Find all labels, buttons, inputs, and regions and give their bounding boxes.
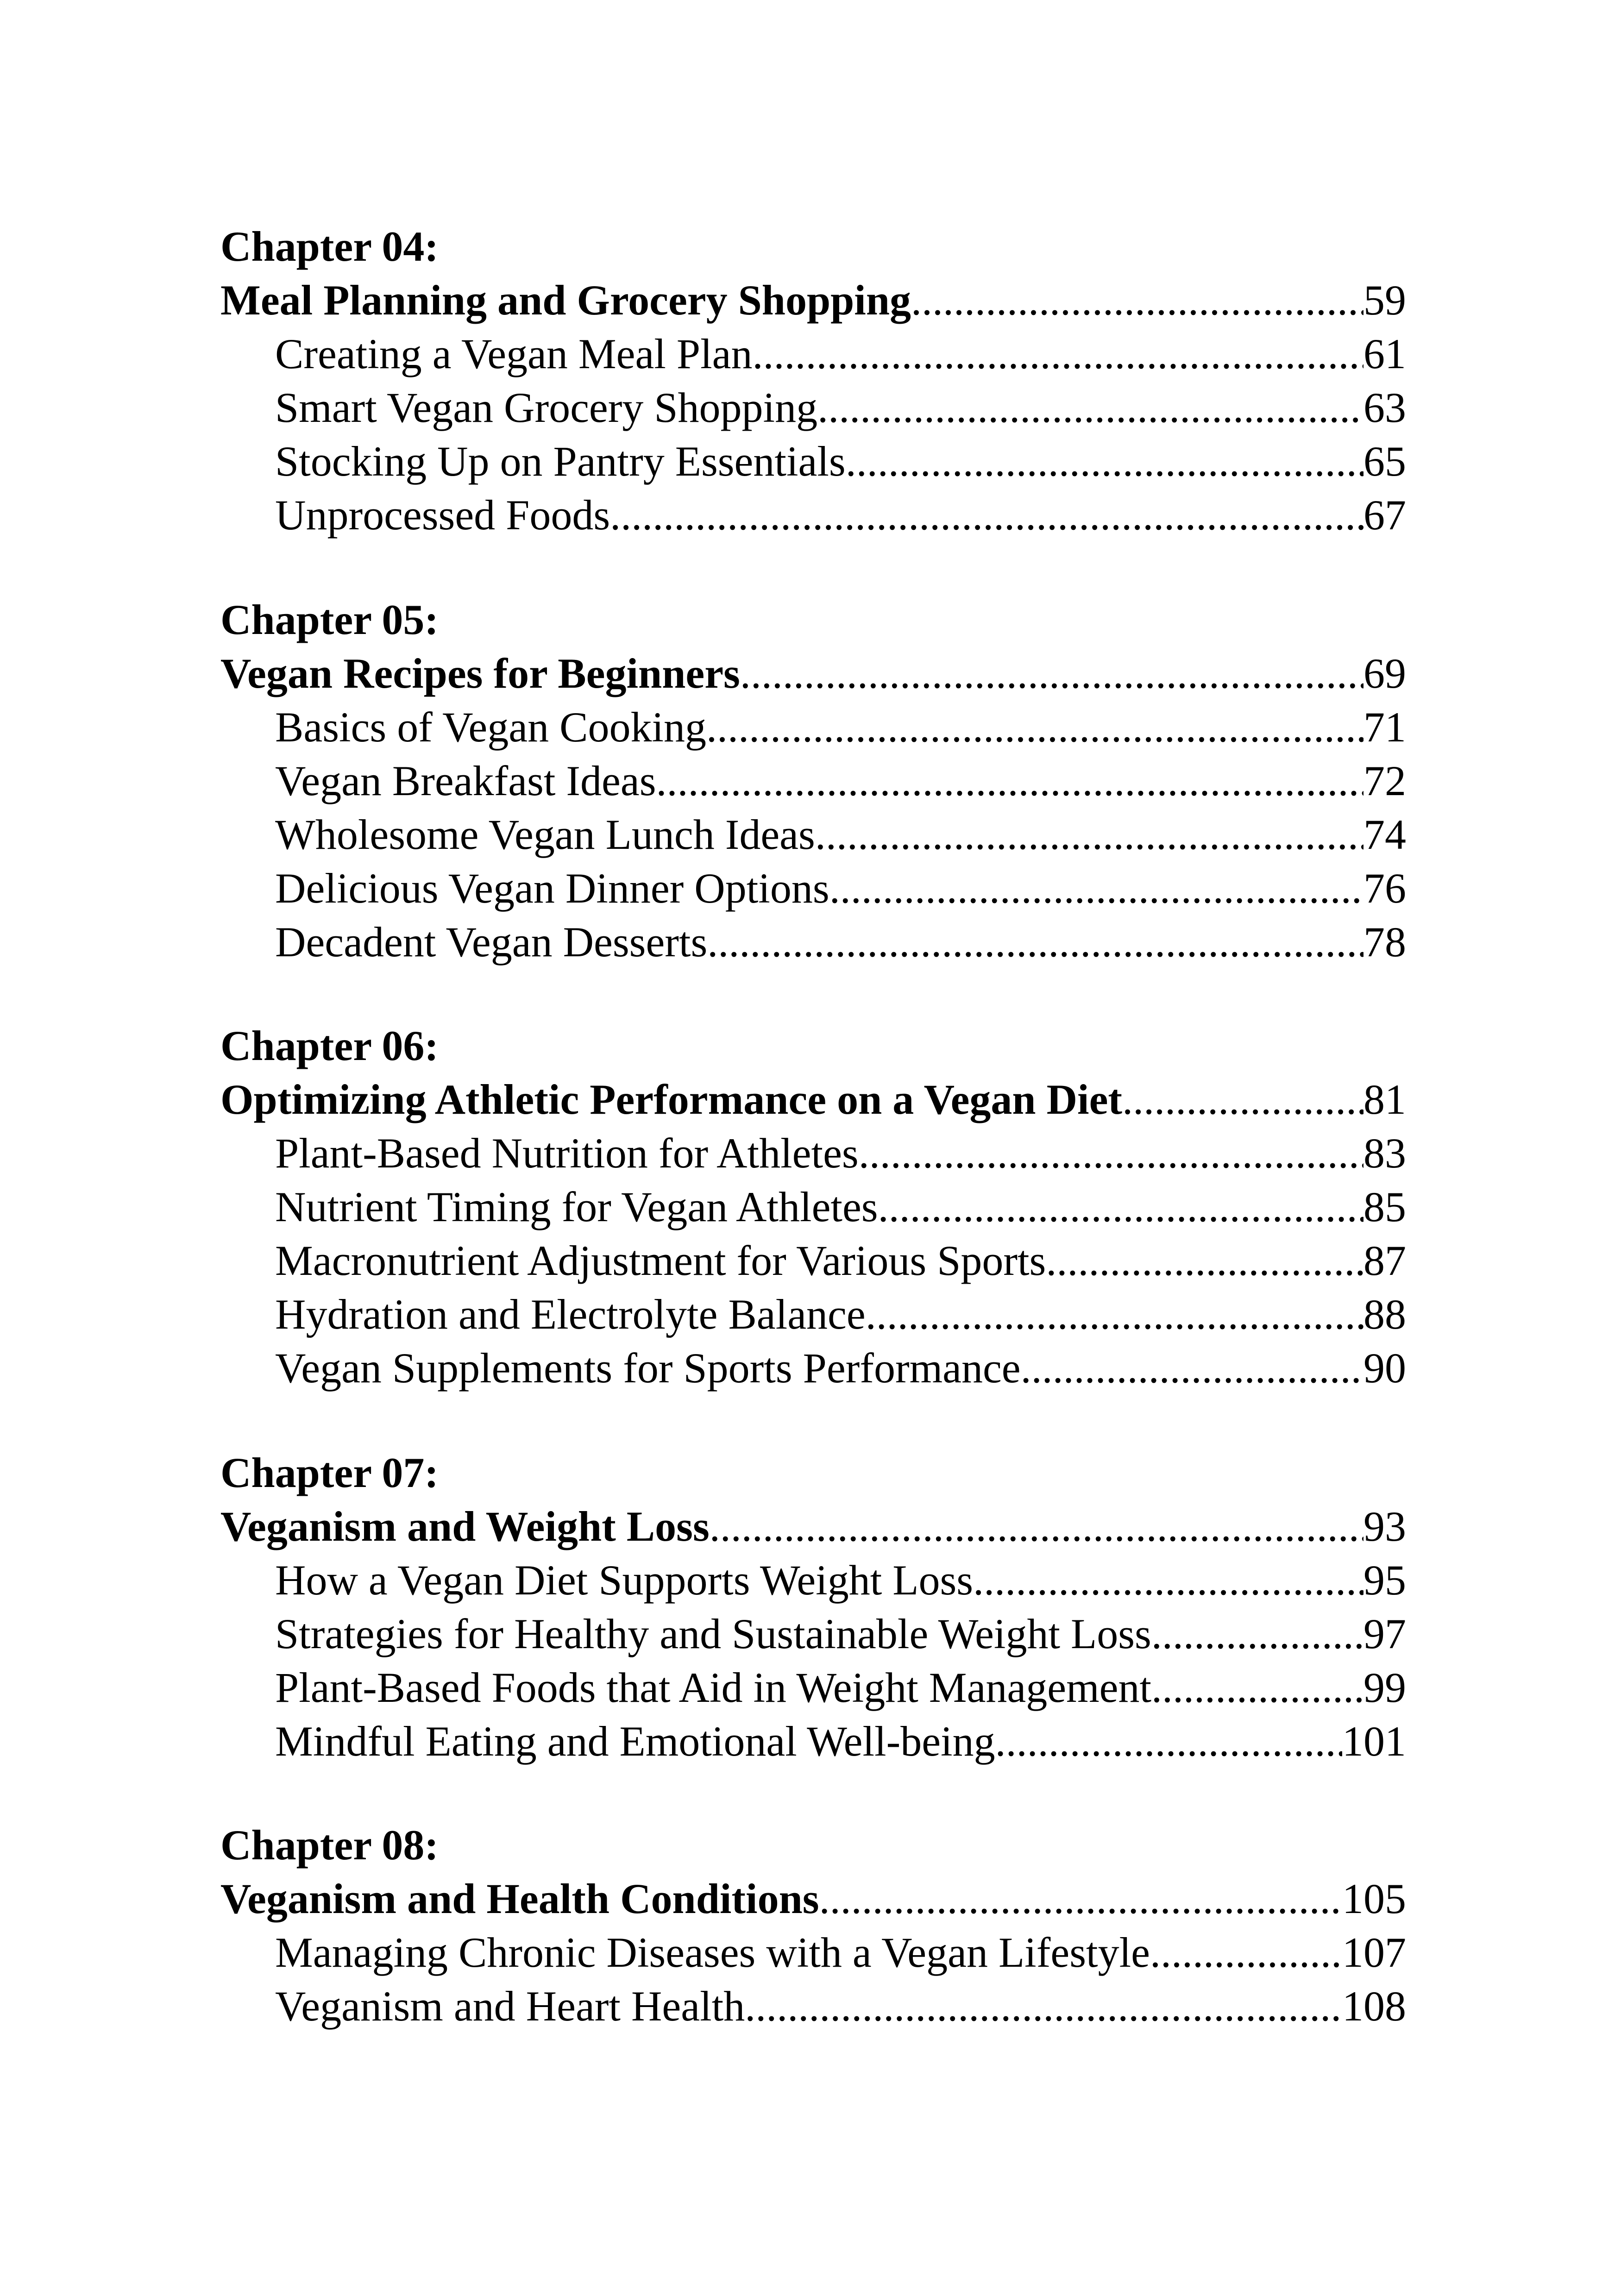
page-number: 65 xyxy=(1363,438,1406,485)
dot-leader xyxy=(710,1499,1363,1553)
section-title: Vegan Breakfast Ideas xyxy=(275,757,656,804)
chapter-label: Chapter 07: xyxy=(220,1449,439,1496)
page-number: 105 xyxy=(1342,1875,1406,1922)
section-title: Stocking Up on Pantry Essentials xyxy=(275,438,846,485)
section-entry[interactable] xyxy=(220,1287,1406,1341)
section-entry[interactable] xyxy=(220,915,1406,969)
dot-leader xyxy=(740,646,1363,700)
dot-leader xyxy=(1151,1661,1363,1714)
page-number: 85 xyxy=(1363,1183,1406,1230)
dot-leader xyxy=(817,381,1363,434)
section-entry[interactable] xyxy=(220,861,1406,915)
chapter-entry[interactable] xyxy=(220,646,1406,700)
page-number: 83 xyxy=(1363,1129,1406,1177)
section-entry[interactable] xyxy=(220,1607,1406,1661)
chapter-entry[interactable] xyxy=(220,1073,1406,1126)
page-number: 107 xyxy=(1342,1929,1406,1976)
section-title: Plant-Based Nutrition for Athletes xyxy=(275,1129,859,1177)
dot-leader xyxy=(1122,1073,1363,1126)
section-entry[interactable] xyxy=(220,1926,1406,1979)
section-title: Plant-Based Foods that Aid in Weight Management xyxy=(275,1664,1152,1711)
chapter-entry[interactable] xyxy=(220,273,1406,327)
dot-leader xyxy=(1150,1926,1342,1979)
section-title: Wholesome Vegan Lunch Ideas xyxy=(275,811,815,858)
chapter-title: Meal Planning and Grocery Shopping xyxy=(220,276,911,324)
dot-leader xyxy=(752,327,1363,381)
section-title: Strategies for Healthy and Sustainable Weight Loss xyxy=(275,1610,1151,1657)
dot-leader xyxy=(1046,1234,1363,1287)
section-entry[interactable] xyxy=(220,381,1406,434)
chapter-label: Chapter 05: xyxy=(220,596,439,643)
chapter-title: Vegan Recipes for Beginners xyxy=(220,650,740,697)
section-title: Unprocessed Foods xyxy=(275,491,610,539)
section-title: Veganism and Heart Health xyxy=(275,1982,745,2030)
page-number: 97 xyxy=(1363,1610,1406,1657)
page-number: 88 xyxy=(1363,1291,1406,1338)
dot-leader xyxy=(995,1714,1342,1768)
dot-leader xyxy=(859,1126,1363,1180)
section-entry[interactable] xyxy=(220,1553,1406,1607)
section-entry[interactable] xyxy=(220,327,1406,381)
section-entry[interactable] xyxy=(220,1126,1406,1180)
dot-leader xyxy=(656,754,1363,808)
dot-leader xyxy=(878,1180,1363,1234)
section-title: Creating a Vegan Meal Plan xyxy=(275,330,753,377)
chapter-title: Optimizing Athletic Performance on a Vegan Diet xyxy=(220,1076,1123,1123)
page-number: 72 xyxy=(1363,757,1406,804)
section-entry[interactable] xyxy=(220,700,1406,754)
section-entry[interactable] xyxy=(220,1341,1406,1395)
dot-leader xyxy=(866,1287,1363,1341)
page-number: 93 xyxy=(1363,1503,1406,1550)
page-number: 99 xyxy=(1363,1664,1406,1711)
dot-leader xyxy=(1151,1607,1363,1661)
chapter-title: Veganism and Health Conditions xyxy=(220,1875,819,1922)
section-title: How a Vegan Diet Supports Weight Loss xyxy=(275,1556,974,1604)
chapter-label: Chapter 06: xyxy=(220,1022,439,1069)
chapter-label: Chapter 04: xyxy=(220,223,439,270)
chapter-entry[interactable] xyxy=(220,1872,1406,1926)
dot-leader xyxy=(815,808,1363,861)
chapter-block xyxy=(220,1019,1406,1395)
section-entry[interactable] xyxy=(220,808,1406,861)
dot-leader xyxy=(745,1979,1342,2033)
page-number: 81 xyxy=(1363,1076,1406,1123)
page-number: 108 xyxy=(1342,1982,1406,2030)
dot-leader xyxy=(829,861,1363,915)
section-entry[interactable] xyxy=(220,1234,1406,1287)
dot-leader xyxy=(610,488,1363,542)
section-title: Managing Chronic Diseases with a Vegan Lifestyle xyxy=(275,1929,1150,1976)
chapter-block xyxy=(220,1446,1406,1768)
dot-leader xyxy=(819,1872,1342,1926)
section-entry[interactable] xyxy=(220,434,1406,488)
section-title: Nutrient Timing for Vegan Athletes xyxy=(275,1183,878,1230)
section-title: Hydration and Electrolyte Balance xyxy=(275,1291,866,1338)
page-number: 71 xyxy=(1363,703,1406,751)
page-number: 69 xyxy=(1363,650,1406,697)
section-entry[interactable] xyxy=(220,488,1406,542)
page-number: 76 xyxy=(1363,865,1406,912)
page-number: 67 xyxy=(1363,491,1406,539)
page-number: 90 xyxy=(1363,1344,1406,1392)
page-number: 95 xyxy=(1363,1556,1406,1604)
section-entry[interactable] xyxy=(220,1661,1406,1714)
section-title: Basics of Vegan Cooking xyxy=(275,703,707,751)
page-number: 74 xyxy=(1363,811,1406,858)
dot-leader xyxy=(1021,1341,1363,1395)
page-number: 63 xyxy=(1363,384,1406,431)
chapter-block xyxy=(220,593,1406,969)
section-title: Vegan Supplements for Sports Performance xyxy=(275,1344,1021,1392)
section-entry[interactable] xyxy=(220,1180,1406,1234)
dot-leader xyxy=(846,434,1363,488)
chapter-block xyxy=(220,1818,1406,2033)
page-number: 101 xyxy=(1342,1718,1406,1765)
chapter-title: Veganism and Weight Loss xyxy=(220,1503,710,1550)
section-title: Macronutrient Adjustment for Various Sports xyxy=(275,1237,1046,1284)
section-entry[interactable] xyxy=(220,1714,1406,1768)
page-number: 87 xyxy=(1363,1237,1406,1284)
dot-leader xyxy=(706,700,1363,754)
section-entry[interactable] xyxy=(220,754,1406,808)
chapter-entry[interactable] xyxy=(220,1499,1406,1553)
page-number: 61 xyxy=(1363,330,1406,377)
chapter-block xyxy=(220,220,1406,542)
dot-leader xyxy=(707,915,1363,969)
dot-leader xyxy=(973,1553,1363,1607)
page-number: 59 xyxy=(1363,276,1406,324)
section-entry[interactable] xyxy=(220,1979,1406,2033)
section-title: Decadent Vegan Desserts xyxy=(275,918,708,966)
chapter-label: Chapter 08: xyxy=(220,1821,439,1869)
page-number: 78 xyxy=(1363,918,1406,966)
dot-leader xyxy=(911,273,1363,327)
section-title: Delicious Vegan Dinner Options xyxy=(275,865,829,912)
section-title: Mindful Eating and Emotional Well-being xyxy=(275,1718,995,1765)
section-title: Smart Vegan Grocery Shopping xyxy=(275,384,818,431)
